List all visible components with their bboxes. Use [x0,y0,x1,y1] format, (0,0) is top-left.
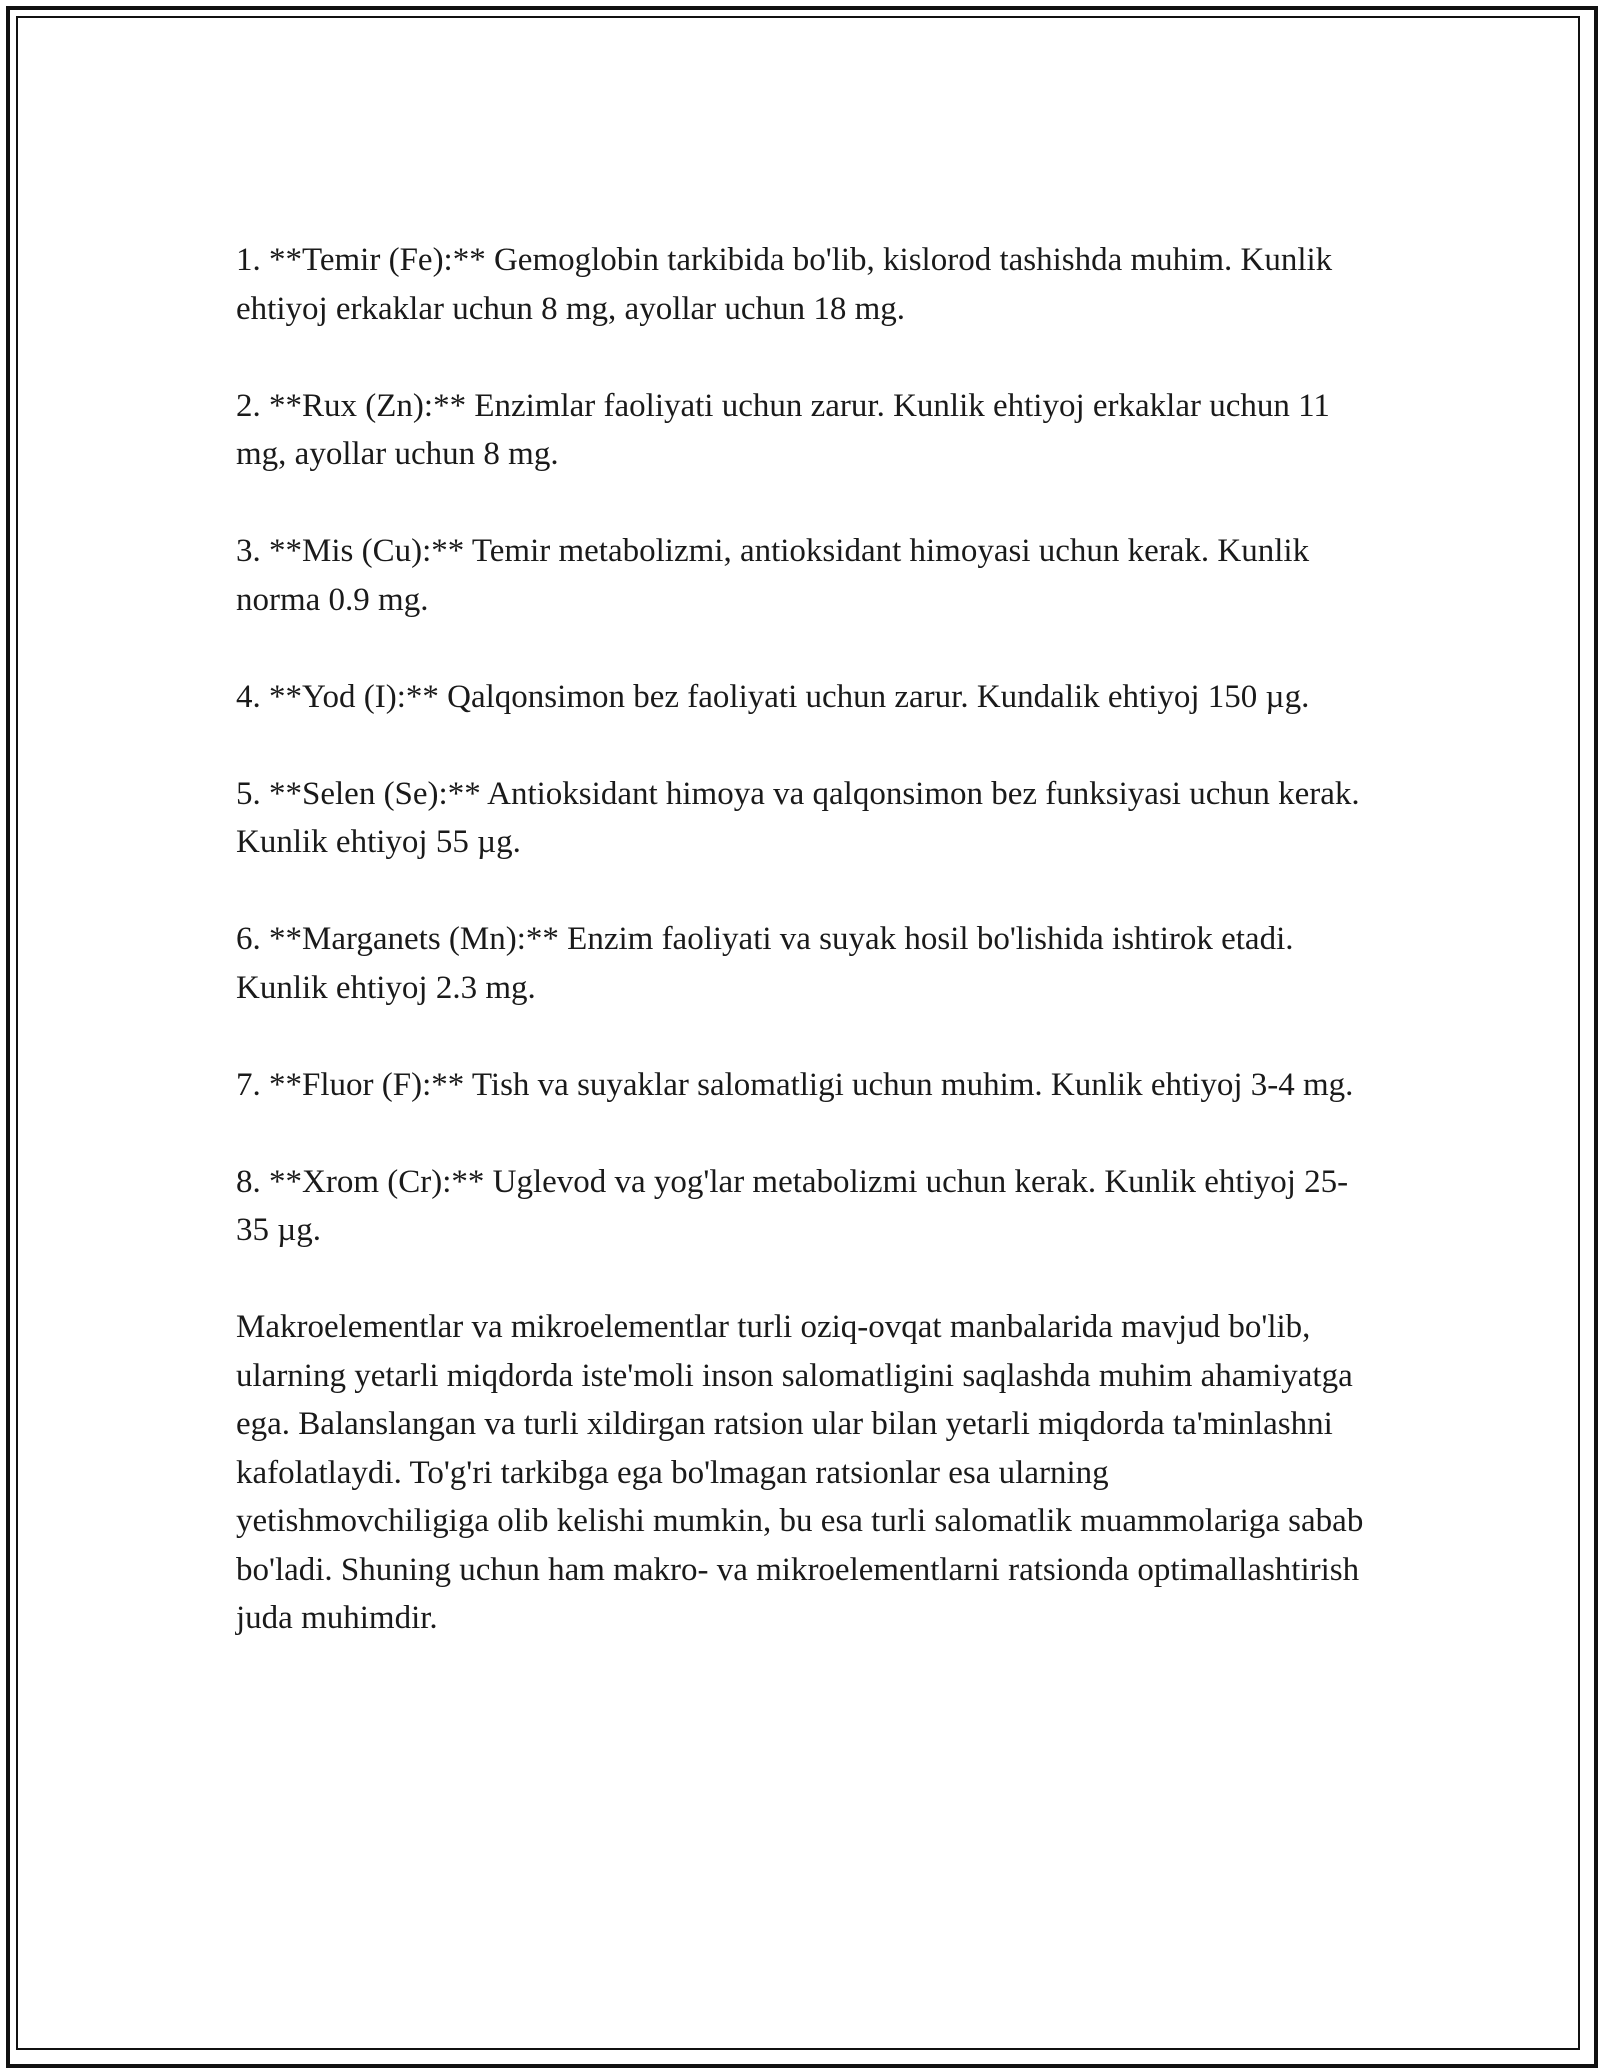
list-item-manganese: 6. **Marganets (Mn):** Enzim faoliyati va suyak hosil bo'lishida ishtirok etadi. Kunlik ehtiyoj 2.3 mg. [236,921,1294,1006]
list-item-fluorine: 7. **Fluor (F):** Tish va suyaklar salomatligi uchun muhim. Kunlik ehtiyoj 3-4 mg. [236,1066,1354,1103]
list-item-iodine: 4. **Yod (I):** Qalqonsimon bez faoliyati uchun zarur. Kundalik ehtiyoj 150 µg. [236,678,1310,715]
list-item-iron: 1. **Temir (Fe):** Gemoglobin tarkibida bo'lib, kislorod tashishda muhim. Kunlik ehtiyoj erkaklar uchun 8 mg, ayollar uchun 18 mg. [236,242,1333,327]
document-body [236,236,1366,1643]
closing-paragraph: Makroelementlar va mikroelementlar turli oziq-ovqat manbalarida mavjud bo'lib, ularning yetarli miqdorda iste'moli inson salomatligini saqlashda muhim ahamiyatga ega. Balanslangan va turli xildirgan ratsion ular bilan yetarli miqdorda ta'minlashni kafolatlaydi. To'g'ri tarkibga ega bo'lmagan ratsionlar esa ularning yetishmovchiligiga olib kelishi mumkin, bu esa turli salomatlik muammolariga sabab bo'ladi. Shuning uchun ham makro- va mikroelementlarni ratsionda optimallashtirish juda muhimdir. [236,1309,1364,1636]
list-item-chromium: 8. **Xrom (Cr):** Uglevod va yog'lar metabolizmi uchun kerak. Kunlik ehtiyoj 25-35 µg. [236,1163,1349,1248]
list-item-selenium: 5. **Selen (Se):** Antioksidant himoya va qalqonsimon bez funksiyasi uchun kerak. Kunlik ehtiyoj 55 µg. [236,775,1360,860]
list-item-copper: 3. **Mis (Cu):** Temir metabolizmi, antioksidant himoyasi uchun kerak. Kunlik norma 0.9 mg. [236,533,1310,618]
list-item-zinc: 2. **Rux (Zn):** Enzimlar faoliyati uchun zarur. Kunlik ehtiyoj erkaklar uchun 11 mg, ayollar uchun 8 mg. [236,387,1330,472]
